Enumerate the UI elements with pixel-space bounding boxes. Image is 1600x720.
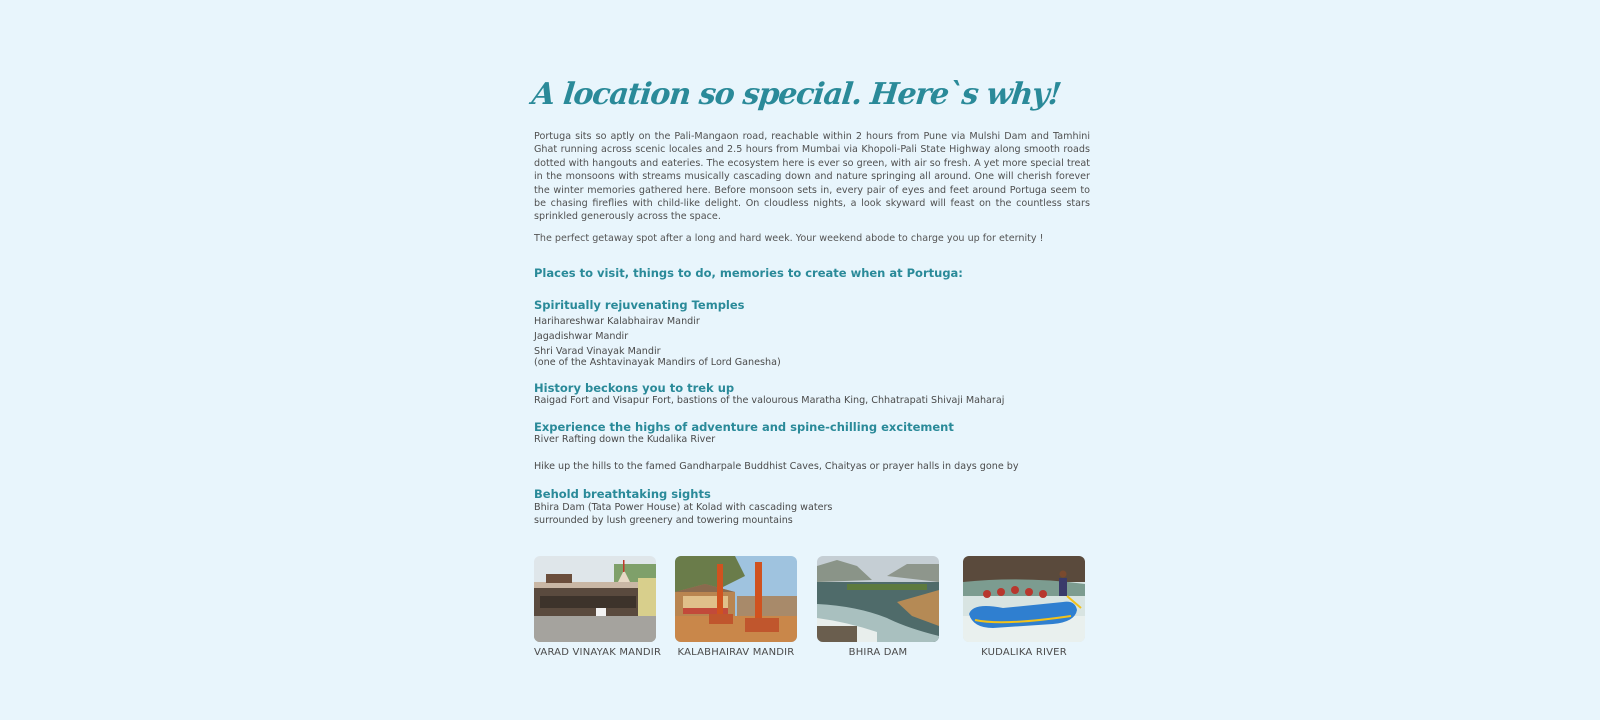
list-item: Bhira Dam (Tata Power House) at Kolad with cascading waters	[534, 501, 833, 513]
places-heading: Places to visit, things to do, memories to create when at Portuga:	[534, 265, 963, 280]
list-item: surrounded by lush greenery and towering mountains	[534, 515, 793, 527]
section-heading: Behold breathtaking sights	[534, 486, 711, 501]
temple-pillars-photo	[675, 556, 797, 642]
gallery-card-kudalika-river[interactable]	[963, 556, 1085, 658]
intro-paragraph: Portuga sits so aptly on the Pali-Mangaon road, reachable within 2 hours from Pune via Mulshi Dam and Tamhini Ghat running across scenic locales and 2.5 hours from Mumbai via Khopoli-Pali State Highway along smooth roads dotted with hangouts and eateries. The ecosystem here is ever so green, with air so fresh. A yet more special treat in the monsoons with streams musically cascading down and nature springing all around. One will cherish forever the winter memories gathered here. Before monsoon sets in, every pair of eyes and feet around Portuga seem to be chasing fireflies with child-like delight. On cloudless nights, a look skyward will feast on the countless stars sprinkled generously across the space.	[534, 131, 1090, 223]
list-item: Shri Varad Vinayak Mandir	[534, 345, 661, 357]
section-adventure	[534, 420, 1090, 472]
section-history	[534, 381, 1090, 406]
list-item: Raigad Fort and Visapur Fort, bastions of the valourous Maratha King, Chhatrapati Shivaji Maharaj	[534, 394, 1005, 406]
dam-river-photo	[817, 556, 939, 642]
temple-photo	[534, 556, 656, 642]
gallery-card-kalabhairav[interactable]	[675, 556, 797, 658]
page-headline: A location so special. Here`s why!	[530, 77, 1063, 112]
gallery-card-varad-vinayak[interactable]	[534, 556, 662, 658]
list-item: Hike up the hills to the famed Gandharpale Buddhist Caves, Chaityas or prayer halls in days gone by	[534, 460, 1019, 472]
gallery-caption: BHIRA DAM	[848, 647, 908, 658]
section-temples	[534, 298, 1090, 368]
tagline: The perfect getaway spot after a long and hard week. Your weekend abode to charge you up for eternity !	[534, 232, 1044, 244]
gallery-caption: VARAD VINAYAK MANDIR	[534, 647, 662, 658]
list-item: Harihareshwar Kalabhairav Mandir	[534, 315, 700, 327]
section-heading: History beckons you to trek up	[534, 380, 735, 395]
gallery-card-bhira-dam[interactable]	[817, 556, 939, 658]
section-heading: Spiritually rejuvenating Temples	[534, 297, 745, 312]
section-sights	[534, 487, 1090, 528]
content-column	[530, 74, 1090, 528]
gallery-caption: KALABHAIRAV MANDIR	[677, 647, 795, 658]
list-item: Jagadishwar Mandir	[534, 330, 629, 342]
section-heading: Experience the highs of adventure and spine-chilling excitement	[534, 419, 954, 434]
photo-gallery	[534, 556, 1090, 666]
river-rafting-photo	[963, 556, 1085, 642]
gallery-caption: KUDALIKA RIVER	[981, 647, 1067, 658]
list-item: River Rafting down the Kudalika River	[534, 433, 716, 445]
list-item-note: (one of the Ashtavinayak Mandirs of Lord Ganesha)	[534, 356, 781, 368]
